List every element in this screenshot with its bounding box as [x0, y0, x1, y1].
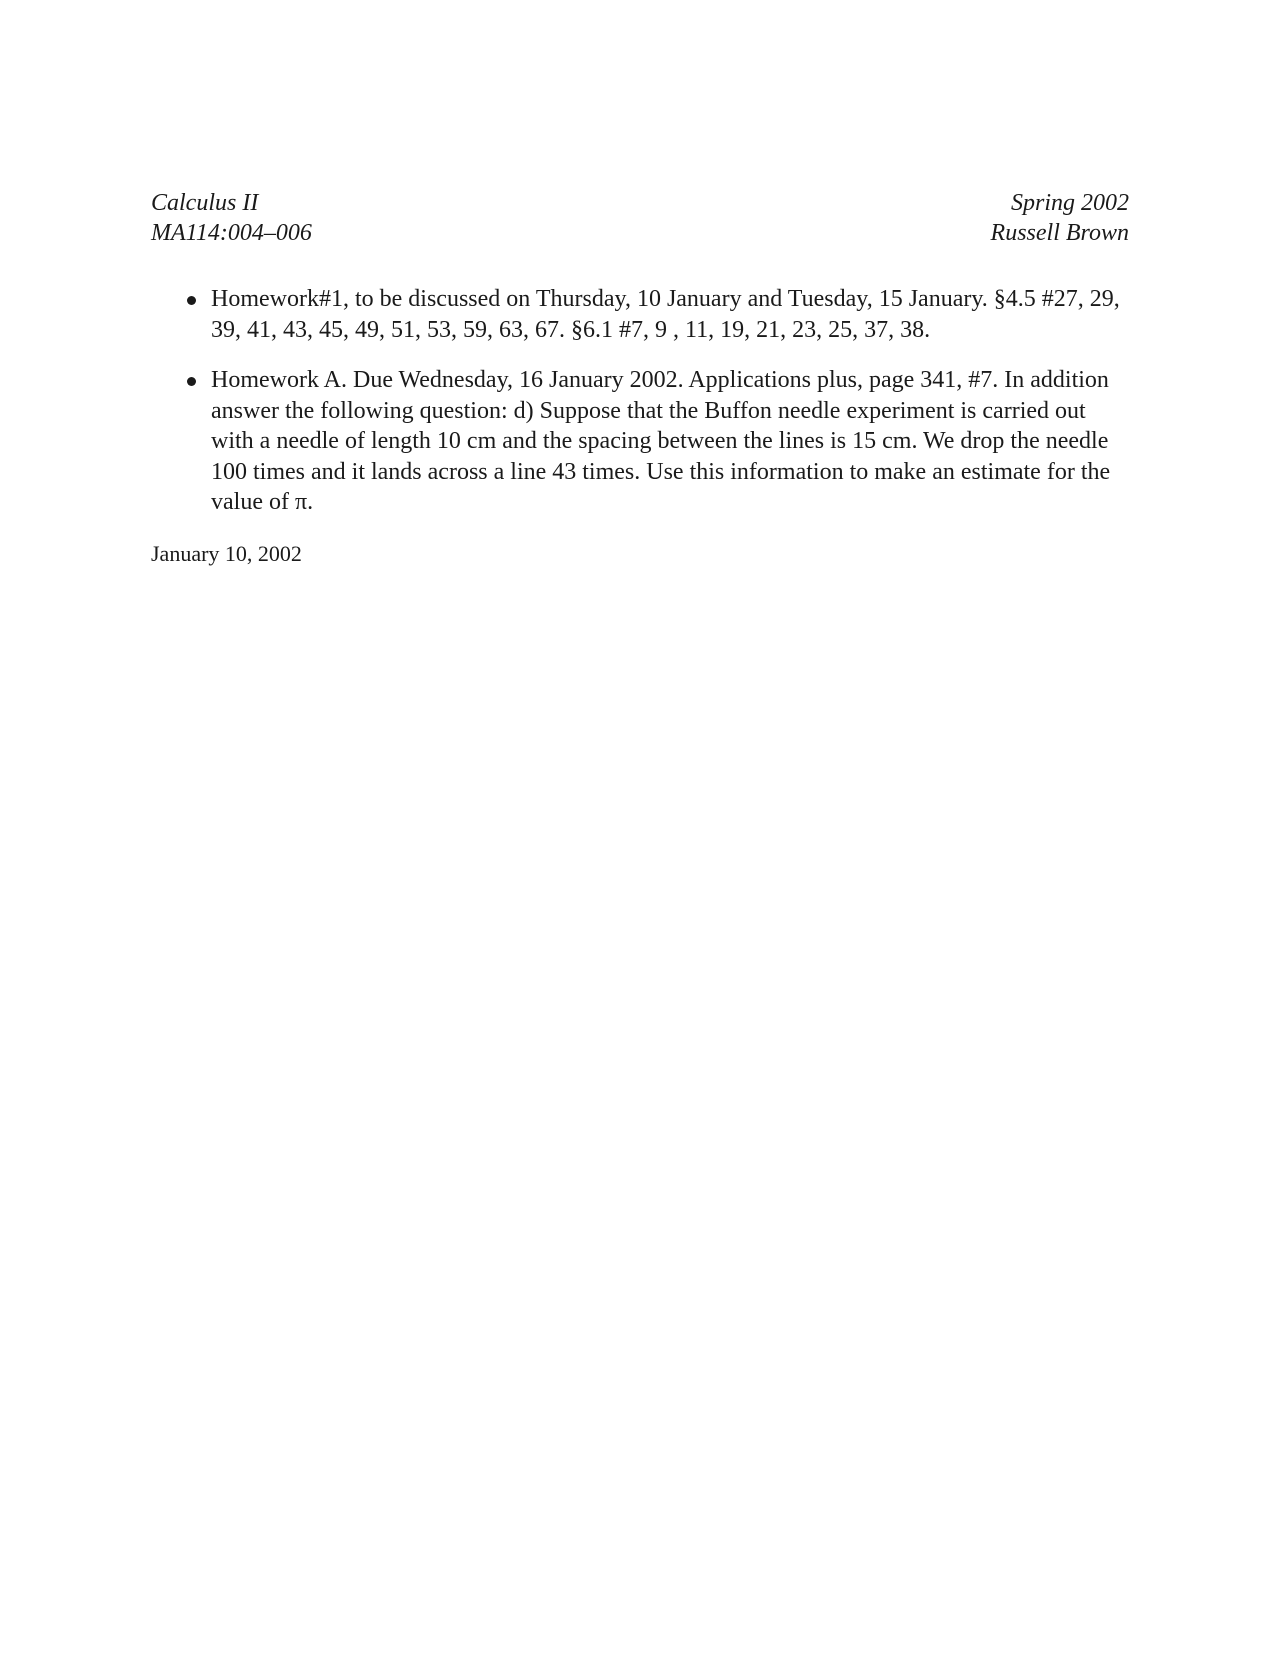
- header-right: [991, 188, 1129, 248]
- list-item: [151, 284, 1129, 345]
- header-left: [151, 188, 312, 248]
- document-header: [151, 188, 1129, 248]
- list-item: [151, 365, 1129, 518]
- homework-1-text: Homework#1, to be discussed on Thursday, 10 January and Tuesday, 15 January. §4.5 #27, 29, 39, 41, 43, 45, 49, 51, 53, 59, 63, 67. §6.1 #7, 9 , 11, 19, 21, 23, 25, 37, 38.: [211, 286, 1120, 343]
- document-date: January 10, 2002: [151, 540, 302, 566]
- term: Spring 2002: [1010, 190, 1129, 216]
- bullet-icon: [187, 377, 196, 386]
- bullet-icon: [187, 296, 196, 305]
- homework-list: [151, 284, 1129, 518]
- homework-a-text: Homework A. Due Wednesday, 16 January 2002. Applications plus, page 341, #7. In addition answer the following question: d) Suppose that the Buffon needle experiment is carried out with a needle of length 10 cm and the spacing between the lines is 15 cm. We drop the needle 100 times and it lands across a line 43 times. Use this information to make an estimate for the value of π.: [211, 367, 1111, 515]
- course-number: MA114:004–006: [151, 220, 312, 246]
- course-title: Calculus II: [151, 190, 259, 216]
- document-page: [151, 188, 1129, 568]
- instructor-name: Russell Brown: [990, 220, 1129, 246]
